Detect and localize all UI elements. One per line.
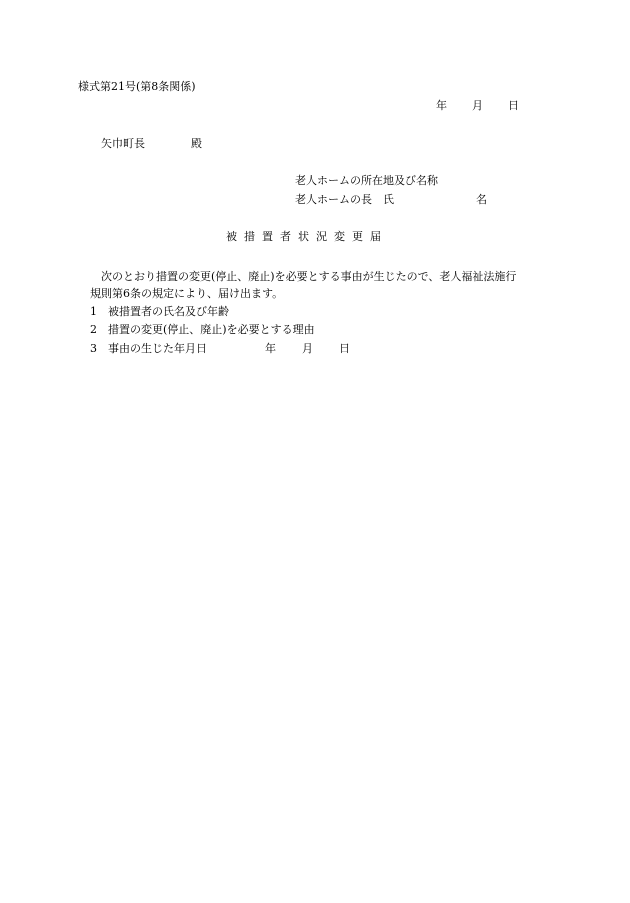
home-head-label: 老人ホームの長 氏 [295,193,394,206]
item-number: 2 [90,323,97,336]
document-title: 被措置者状況変更届 [226,230,388,243]
date-month-label: 月 [472,99,483,112]
addressee-honorific: 殿 [191,137,202,150]
item-number: 3 [90,342,97,355]
body-paragraph [90,268,560,302]
item-number: 1 [90,305,97,318]
event-year-label: 年 [265,342,276,355]
submission-date [436,100,519,111]
item-text: 措置の変更(停止、廃止)を必要とする理由 [108,323,315,336]
home-address-label: 老人ホームの所在地及び名称 [295,174,438,187]
form-number: 様式第21号(第8条関係) [78,80,196,93]
paragraph-line-1: 次のとおり措置の変更(停止、廃止)を必要とする事由が生じたので、老人福祉法施行 [101,270,517,283]
event-date [265,342,350,355]
paragraph-line-2: 規則第6条の規定により、届け出ます。 [90,287,284,300]
date-day-label: 日 [508,99,519,112]
date-year-label: 年 [436,99,447,112]
item-text: 被措置者の氏名及び年齢 [108,305,229,318]
list-item [90,306,229,317]
list-item [90,343,350,354]
name-suffix: 名 [476,193,487,206]
addressee-name: 矢巾町長 [101,137,145,150]
home-head-name [295,194,487,205]
addressee [101,138,202,149]
item-text: 事由の生じた年月日 [108,342,207,355]
event-month-label: 月 [302,342,313,355]
event-day-label: 日 [339,342,350,355]
list-item [90,324,315,335]
